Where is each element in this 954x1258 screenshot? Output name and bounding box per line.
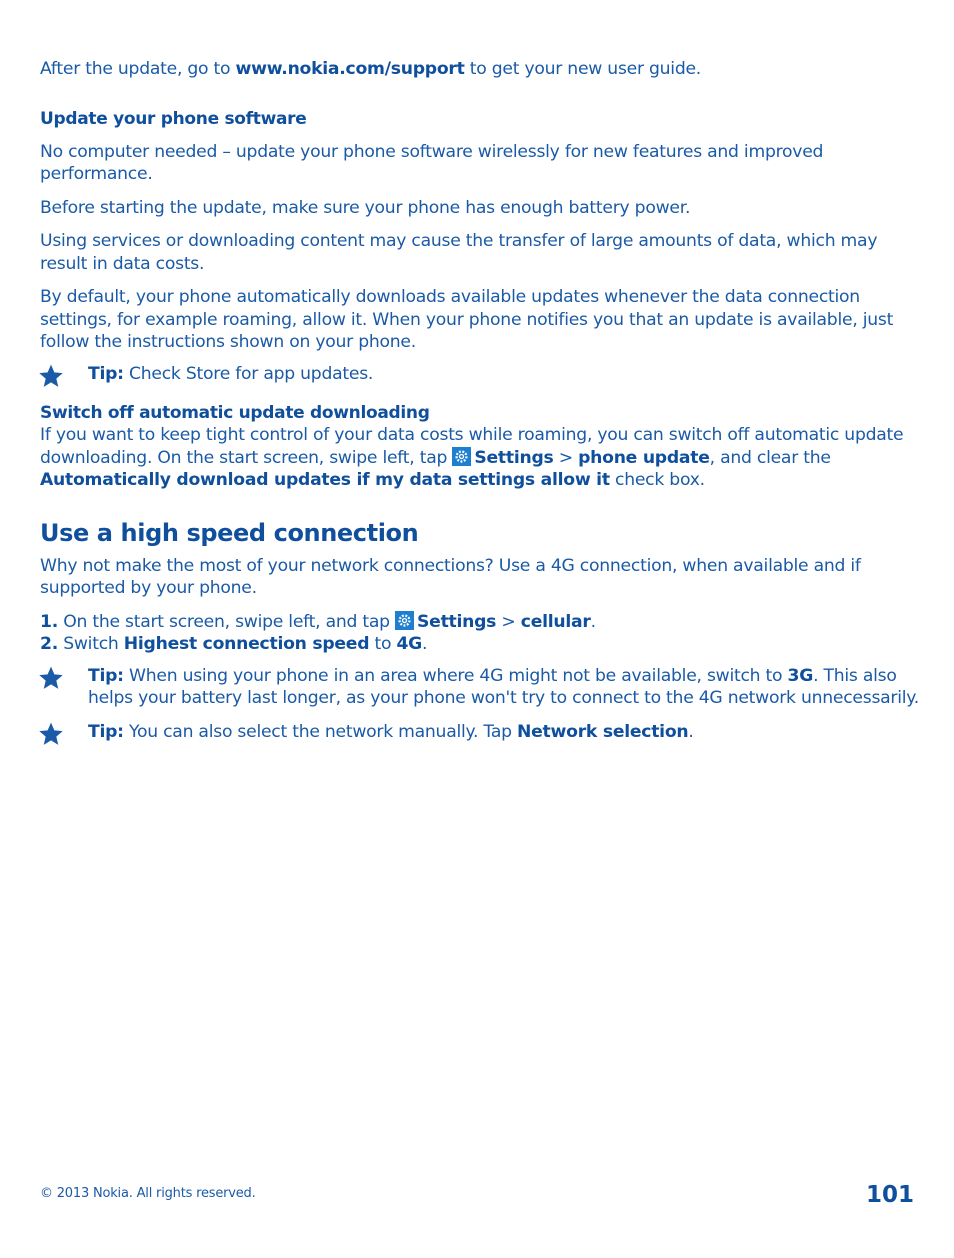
step-text: Switch bbox=[58, 634, 124, 654]
update-paragraph-1: No computer needed – update your phone software wirelessly for new features and improved performance. bbox=[40, 141, 824, 184]
star-icon bbox=[38, 721, 64, 747]
checkbox-label: Automatically download updates if my data settings allow it bbox=[40, 470, 610, 490]
tip-store-updates bbox=[40, 363, 920, 386]
step-2 bbox=[40, 633, 920, 656]
tip-label: Tip: bbox=[88, 363, 124, 384]
update-paragraph-2: Before starting the update, make sure your phone has enough battery power. bbox=[40, 197, 691, 218]
switch-off-text: If you want to keep tight control of your data costs while roaming, you can switch off automatic update downloading. On the start screen, swipe left, tap bbox=[40, 425, 904, 468]
settings-label: Settings bbox=[417, 611, 497, 632]
step-text: to bbox=[369, 634, 397, 654]
tip-text: When using your phone in an area where 4G might not be available, switch to bbox=[123, 665, 788, 686]
switch-off-text-3: check box. bbox=[609, 470, 705, 490]
tip-text: Check Store for app updates. bbox=[123, 363, 374, 384]
gear-icon bbox=[395, 611, 414, 630]
intro-text-end: to get your new user guide. bbox=[464, 59, 702, 79]
tip-end: . bbox=[688, 721, 694, 742]
tip-network-selection bbox=[40, 721, 920, 744]
gear-icon bbox=[452, 447, 471, 466]
page-content bbox=[40, 56, 920, 743]
step-1 bbox=[40, 611, 920, 634]
intro-paragraph bbox=[40, 58, 920, 81]
page-number: 101 bbox=[865, 1182, 914, 1208]
support-link[interactable]: www.nokia.com/support bbox=[235, 59, 465, 79]
tip-text-2: . This also helps your battery last longer, as your phone won't try to connect to the 4G network unnecessarily. bbox=[88, 665, 919, 708]
cellular-label: cellular bbox=[520, 611, 591, 632]
step-number: 2. bbox=[40, 634, 58, 654]
path-separator: > bbox=[553, 447, 579, 468]
connection-speed-label: Highest connection speed bbox=[123, 634, 370, 654]
settings-label: Settings bbox=[474, 447, 554, 468]
4g-label: 4G bbox=[396, 634, 423, 654]
high-speed-heading: Use a high speed connection bbox=[40, 518, 419, 547]
switch-off-heading: Switch off automatic update downloading bbox=[40, 403, 430, 423]
network-selection-label: Network selection bbox=[517, 721, 689, 742]
step-end: . bbox=[422, 634, 428, 654]
update-paragraph-3: Using services or downloading content may cause the transfer of large amounts of data, which may result in data costs. bbox=[40, 231, 878, 274]
switch-off-paragraph bbox=[40, 424, 920, 492]
update-paragraph-4: By default, your phone automatically downloads available updates whenever the data connection settings, for example roaming, allow it. When your phone notifies you that an update is available, just follow the instructions shown on your phone. bbox=[40, 287, 894, 352]
step-end: . bbox=[590, 611, 596, 632]
step-number: 1. bbox=[40, 611, 58, 632]
phone-update-label: phone update bbox=[578, 447, 710, 468]
tip-label: Tip: bbox=[88, 721, 124, 742]
star-icon bbox=[38, 665, 64, 691]
copyright: © 2013 Nokia. All rights reserved. bbox=[40, 1186, 256, 1201]
high-speed-paragraph: Why not make the most of your network connections? Use a 4G connection, when available and if supported by your phone. bbox=[40, 555, 861, 598]
path-separator: > bbox=[496, 611, 521, 632]
step-text: On the start screen, swipe left, and tap bbox=[58, 611, 396, 632]
3g-label: 3G bbox=[787, 665, 814, 686]
update-heading: Update your phone software bbox=[40, 108, 307, 129]
tip-label: Tip: bbox=[88, 665, 124, 686]
intro-text: After the update, go to bbox=[40, 59, 236, 79]
tip-3g bbox=[40, 665, 920, 710]
switch-off-text-2: , and clear the bbox=[709, 447, 831, 468]
star-icon bbox=[38, 363, 64, 389]
tip-text: You can also select the network manually. Tap bbox=[123, 721, 517, 742]
